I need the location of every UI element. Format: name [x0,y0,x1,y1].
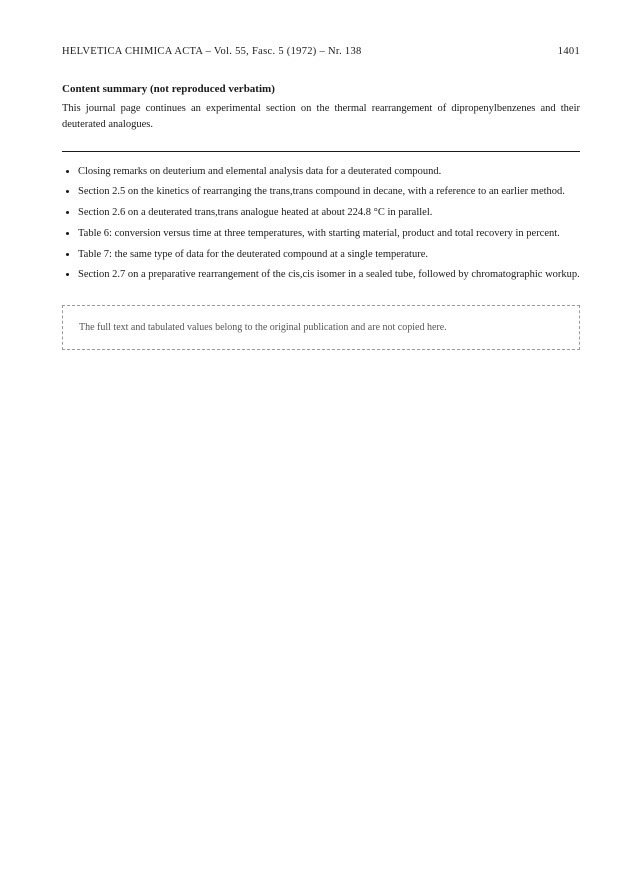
running-head [62,46,580,57]
outline-item: • Closing remarks on deuterium and elemental analysis data for a deuterated compound. [78,164,580,180]
omission-note: The full text and tabulated values belong to the original publication and are not copied here. [62,305,580,350]
outline-item: • Table 7: the same type of data for the deuterated compound at a single temperature. [78,247,580,263]
divider [62,151,580,152]
journal-citation: HELVETICA CHIMICA ACTA – Vol. 55, Fasc. 5 (1972) – Nr. 138 [62,46,362,57]
outline-item: • Section 2.7 on a preparative rearrangement of the cis,cis isomer in a sealed tube, followed by chromatographic workup. [78,267,580,283]
summary-title: Content summary (not reproduced verbatim) [62,83,275,95]
page-number: 1401 [557,46,580,57]
outline-item: • Section 2.6 on a deuterated trans,trans analogue heated at about 224.8 °C in parallel. [78,205,580,221]
summary-outline [62,164,580,284]
summary-intro: This journal page continues an experimental section on the thermal rearrangement of dipropenylbenzenes and their deuterated analogues. [62,103,580,130]
outline-item: • Table 6: conversion versus time at three temperatures, with starting material, product and total recovery in percent. [78,226,580,242]
outline-item: • Section 2.5 on the kinetics of rearranging the trans,trans compound in decane, with a reference to an earlier method. [78,184,580,200]
